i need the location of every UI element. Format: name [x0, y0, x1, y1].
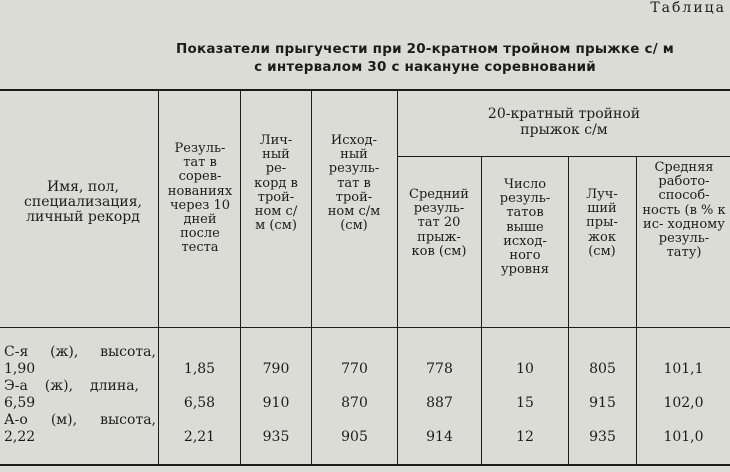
header-average-result: Средний резуль- тат 20 прыж- ков (см) — [409, 187, 469, 259]
cell-record: 910 — [262, 395, 290, 411]
cell-result: 2,21 — [183, 429, 216, 445]
cell-record: 790 — [262, 361, 290, 377]
cell-count: 10 — [516, 361, 534, 377]
table-bottom-rule — [0, 464, 730, 466]
cell-best: 935 — [589, 429, 616, 445]
header-avg-workcapacity: Средняя работо- способ- ность (в % к ис- ходному резуль- тату) — [642, 160, 726, 261]
title-line-2: с интервалом 30 с накануне соревнований — [254, 59, 596, 75]
row-name: С-я (ж), высота, 1,90 — [4, 344, 156, 377]
cell-result: 6,58 — [183, 395, 216, 411]
header-bottom-rule — [0, 327, 730, 328]
cell-count: 12 — [516, 429, 534, 445]
table-title — [120, 40, 730, 76]
cell-average: 887 — [426, 395, 453, 411]
header-initial-result: Исход- ный резуль- тат в трой- ном с/м (см) — [327, 133, 381, 234]
header-best-jump: Луч- ший пры- жок (см) — [586, 187, 618, 259]
column-divider — [636, 156, 637, 465]
cell-best: 805 — [589, 361, 616, 377]
cell-initial: 770 — [341, 361, 368, 377]
header-personal-record: Лич- ный ре- корд в трой- ном с/м (см) — [254, 133, 298, 234]
header-group: 20-кратный тройной прыжок с/м — [487, 106, 641, 138]
row-name: А-о (м), высота, 2,22 — [4, 412, 156, 445]
cell-count: 15 — [516, 395, 534, 411]
cell-work: 101,0 — [663, 429, 704, 445]
table-label: Таблица — [650, 0, 726, 16]
cell-result: 1,85 — [183, 361, 216, 377]
cell-initial: 905 — [341, 429, 368, 445]
cell-work: 101,1 — [663, 361, 704, 377]
cell-average: 778 — [426, 361, 453, 377]
cell-initial: 870 — [341, 395, 368, 411]
group-header-rule — [397, 156, 730, 157]
cell-work: 102,0 — [663, 395, 704, 411]
header-result-competition: Резуль- тат в сорев- нованиях через 10 дней после теста — [167, 141, 233, 256]
header-name: Имя, пол, специализация, личный рекорд — [24, 179, 142, 225]
column-divider — [568, 156, 569, 465]
row-name: Э-а (ж), длина, 6,59 — [4, 378, 140, 411]
column-divider — [481, 156, 482, 465]
header-count-above: Число резуль- татов выше исход- ного уровня — [499, 177, 551, 278]
cell-record: 935 — [262, 429, 290, 445]
cell-best: 915 — [589, 395, 616, 411]
title-line-1: Показатели прыгучести при 20-кратном тройном прыжке с/ м — [175, 41, 674, 57]
table-top-rule — [0, 89, 730, 91]
cell-average: 914 — [426, 429, 453, 445]
